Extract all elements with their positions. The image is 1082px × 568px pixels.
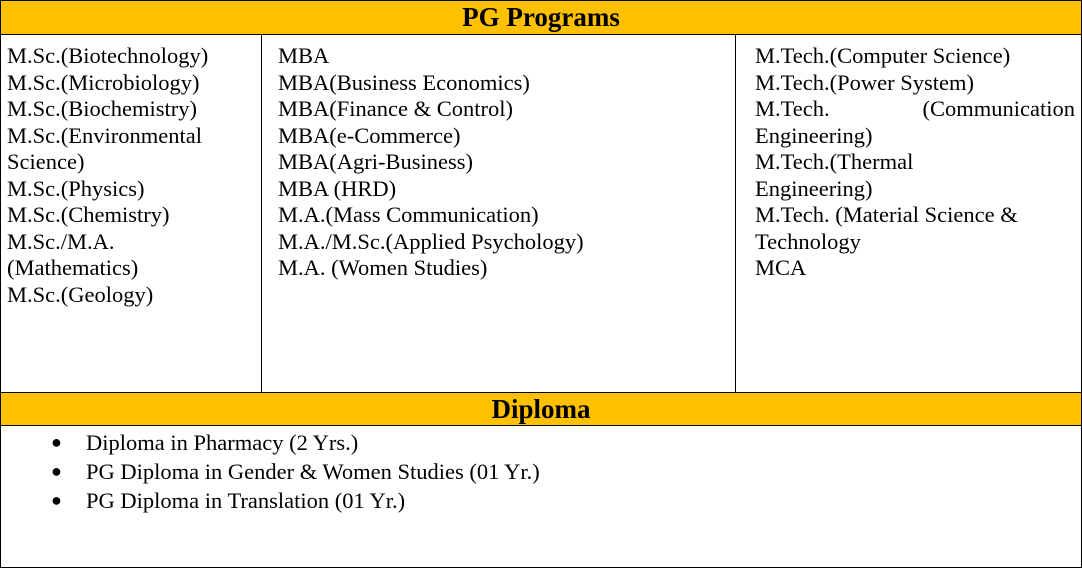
program-item: M.Tech. (Communication	[755, 96, 1075, 121]
program-item: M.Sc.(Chemistry)	[7, 202, 170, 227]
bullet-icon: ●	[51, 461, 62, 481]
list-item	[1, 428, 1081, 457]
program-item: M.Sc.(Microbiology)	[7, 69, 200, 95]
program-item: M.Sc./M.A.	[7, 228, 115, 254]
mtech-programs-column	[736, 35, 1081, 392]
mba-programs-column	[262, 35, 736, 392]
diploma-list	[1, 426, 1081, 515]
msc-programs-column	[1, 35, 262, 392]
program-item: MBA(Business Economics)	[278, 69, 530, 95]
diploma-item-label: Diploma in Pharmacy (2 Yrs.)	[86, 430, 359, 455]
program-item: M.A.(Mass Communication)	[278, 202, 539, 227]
diploma-item-label: PG Diploma in Gender & Women Studies (01 Yr.)	[86, 459, 540, 484]
program-item: M.Tech.(Thermal	[755, 149, 914, 174]
program-item: M.Sc.(Biotechnology)	[7, 43, 209, 68]
bullet-icon: ●	[51, 490, 62, 510]
program-item: M.Tech. (Material Science &	[755, 202, 1018, 227]
bullet-icon: ●	[51, 432, 62, 452]
program-item: (Mathematics)	[7, 255, 139, 280]
program-item: M.Tech.(Computer Science)	[755, 43, 1011, 68]
program-item: Science)	[7, 149, 85, 174]
program-item: MBA(e-Commerce)	[278, 122, 461, 148]
program-item: M.Tech.(Power System)	[755, 69, 975, 95]
program-item: M.A./M.Sc.(Applied Psychology)	[278, 228, 584, 254]
program-item: Engineering)	[755, 175, 873, 201]
program-item: M.Sc.(Physics)	[7, 175, 145, 201]
list-item	[1, 486, 1081, 515]
diploma-item-label: PG Diploma in Translation (01 Yr.)	[86, 488, 406, 513]
program-item: Engineering)	[755, 122, 873, 148]
program-item: M.Sc.(Geology)	[7, 281, 154, 307]
program-item: MBA(Finance & Control)	[278, 96, 513, 121]
program-item: M.A. (Women Studies)	[278, 255, 488, 280]
program-item: Technology	[755, 228, 861, 254]
diploma-header: Diploma	[1, 392, 1081, 426]
program-item: M.Sc.(Biochemistry)	[7, 96, 197, 121]
program-item: MCA	[755, 255, 807, 280]
pg-programs-header: PG Programs	[1, 1, 1081, 35]
program-item: MBA (HRD)	[278, 175, 397, 201]
program-item: MBA(Agri-Business)	[278, 149, 473, 174]
program-item: MBA	[278, 43, 330, 68]
list-item	[1, 457, 1081, 486]
program-item: M.Sc.(Environmental	[7, 122, 202, 148]
